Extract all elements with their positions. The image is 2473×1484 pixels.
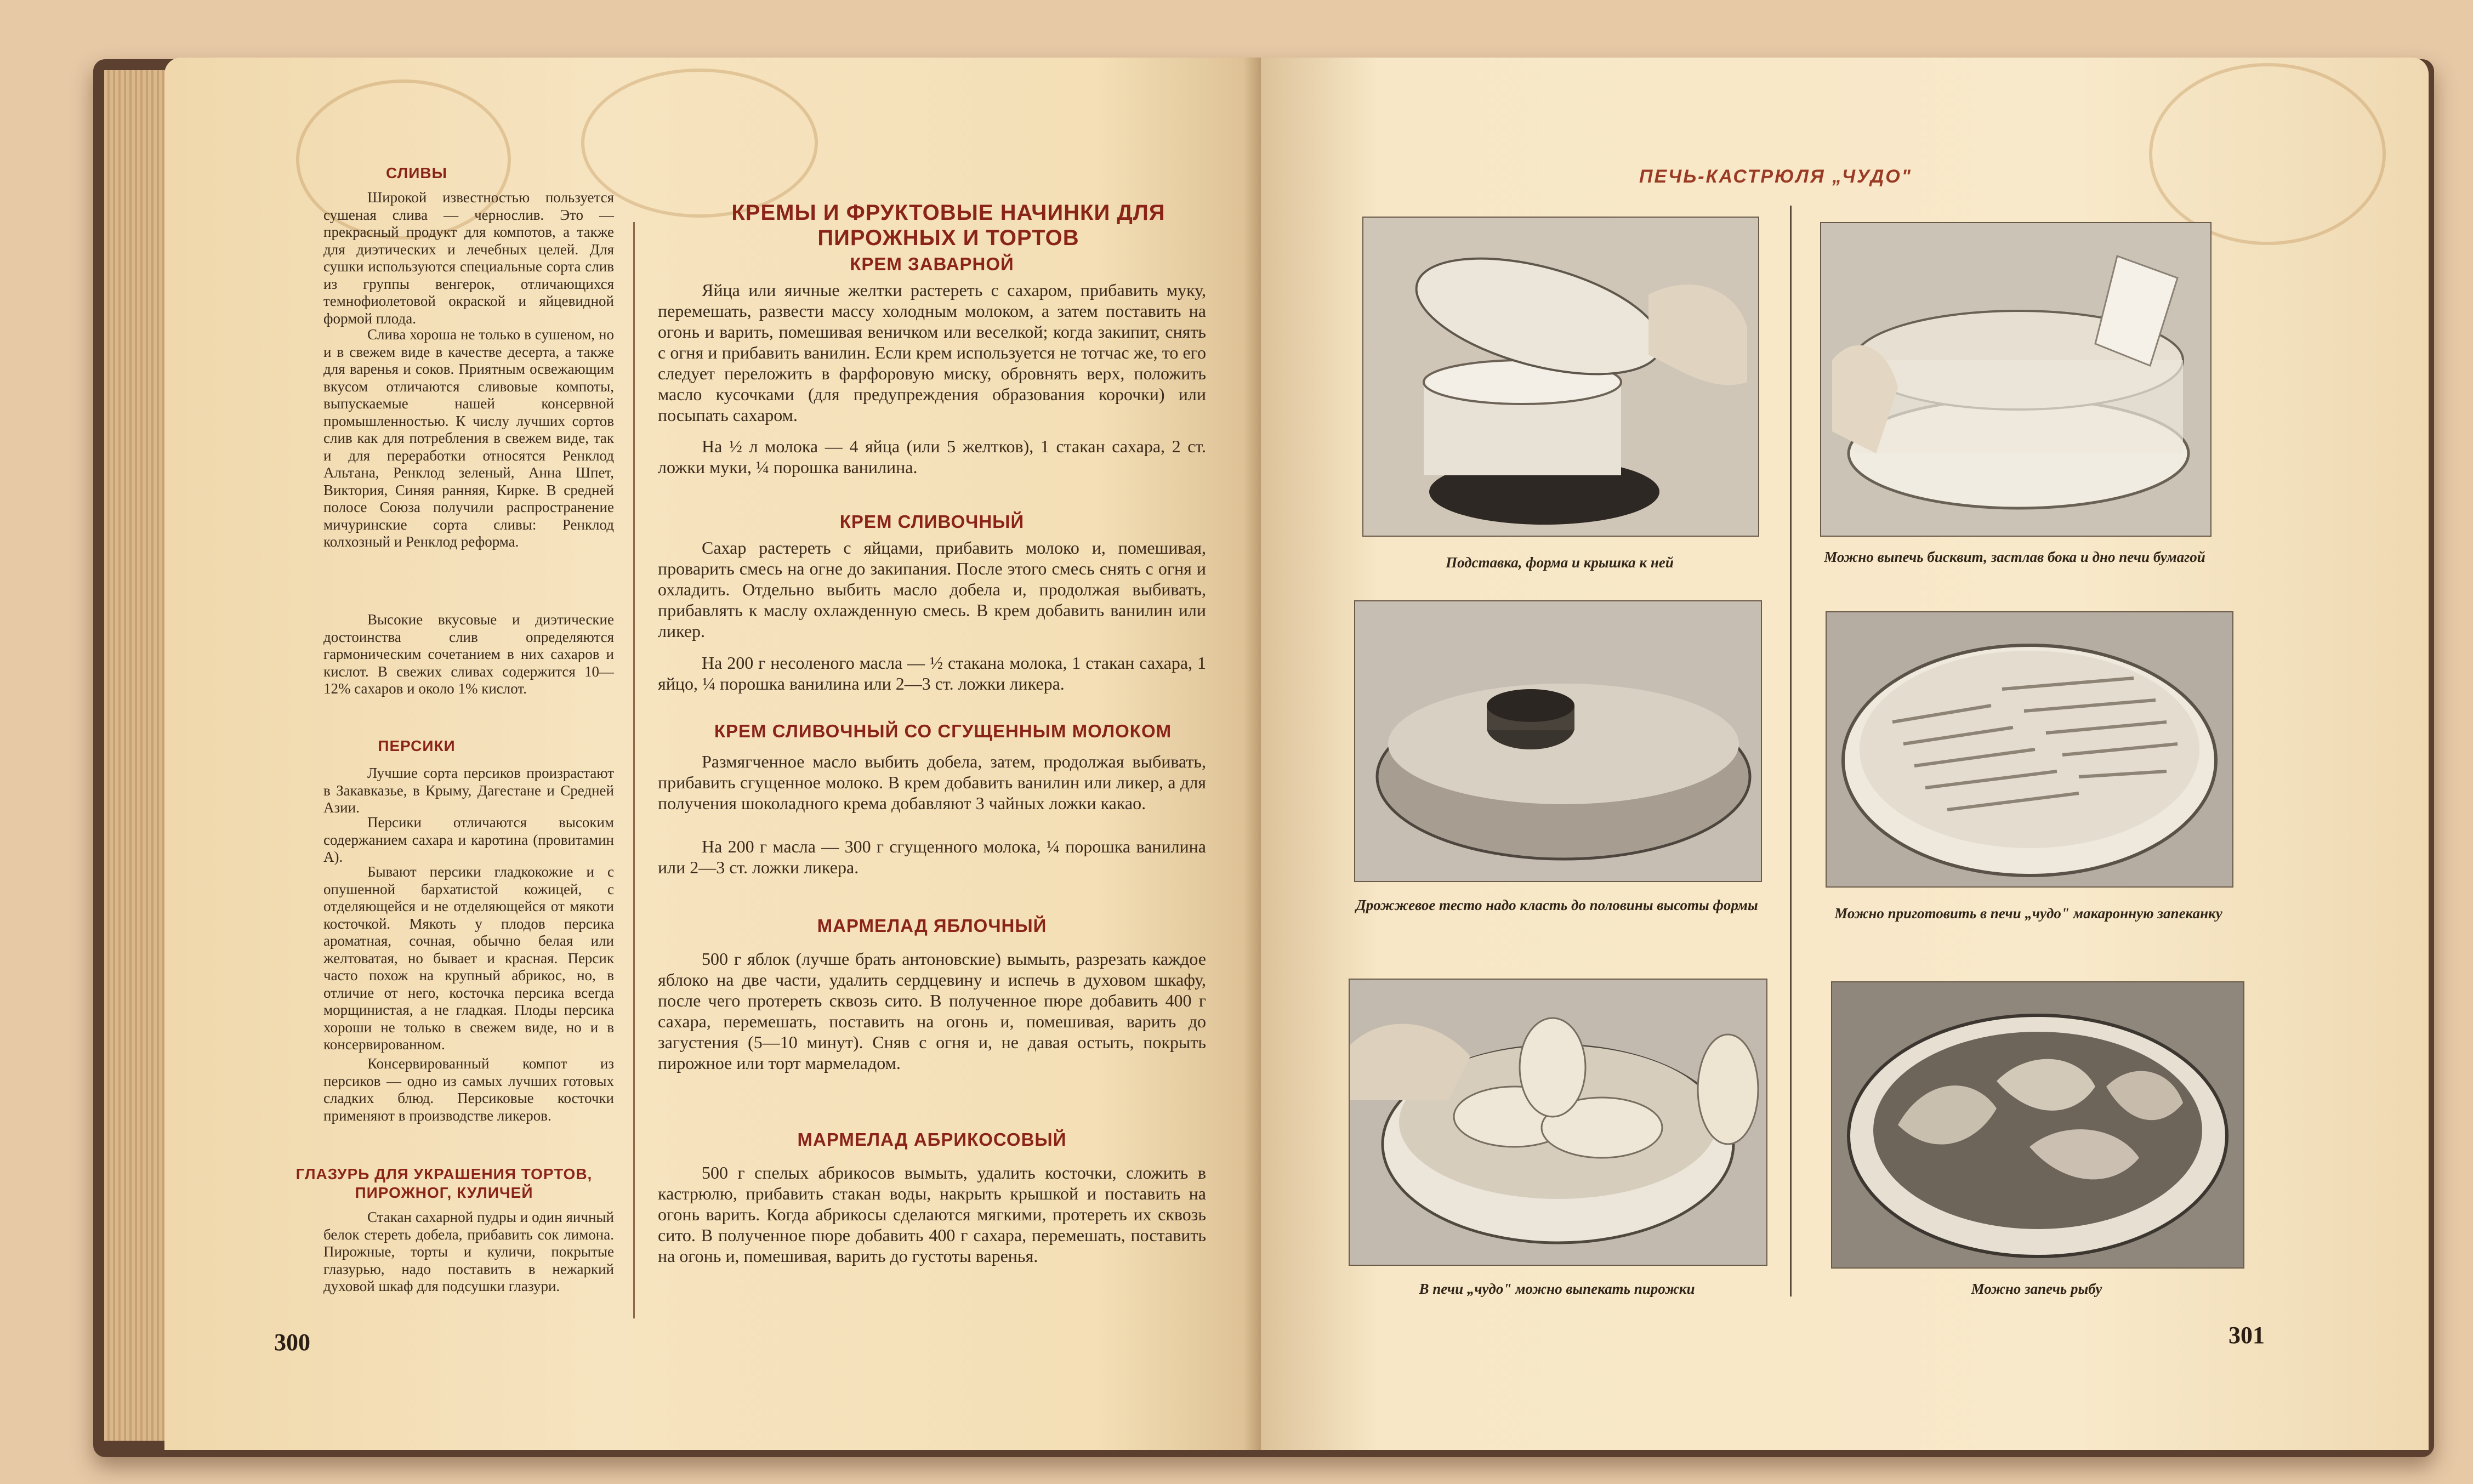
paragraph: Лучшие сорта персиков произрастают в Закавказье, в Крыму, Дагестане и Средней Азии. [323, 765, 614, 816]
paragraph: Стакан сахарной пудры и один яичный белок стереть добела, прибавить сок лимона. Пирожные, торты и куличи, покрытые глазурью, надо поставить в нежаркий духовой шкаф для подсушки глазури. [323, 1209, 614, 1294]
paragraph: На 200 г масла — 300 г сгущенного молока, ¼ порошка ванилина или 2—3 ст. ложки ликера. [658, 837, 1206, 877]
paragraph: Консервированный компот из персиков — одно из самых лучших готовых сладких блюд. Персиковые косточки применяют в производстве ликеров. [323, 1055, 614, 1124]
water-stain [581, 69, 818, 218]
photo-baked-fish [1831, 981, 2244, 1269]
heading-plums: СЛИВЫ [386, 164, 447, 181]
caption: Можно выпечь бисквит, застлав бока и дно печи бумагой [1824, 549, 2205, 565]
paragraph: Размягченное масло выбить добела, затем, продолжая выбивать, прибавить сгущенное молоко. В крем добавить ванилин или ликер, а для получения шоколадного крема добавляют 3 чайных ложки какао. [658, 752, 1206, 813]
chapter-title: КРЕМЫ И ФРУКТОВЫЕ НАЧИНКИ ДЛЯ ПИРОЖНЫХ И ТОРТОВ [731, 201, 1166, 250]
paragraph: Слива хороша не только в сушеном, но и в свежем виде в качестве десерта, а также для варенья и соков. Приятным освежающим вкусом отличаются сливовые компоты, выпускаемые нашей консервной промышленностью. К числу лучших сортов слив как для потребления в свежем виде, так и для переработки относятся Ренклод Альтана, Ренклод зеленый, Анна Шпет, Виктория, Синяя ранняя, Кирке. В средней полосе Союза получили распространение мичуринские сорта сливы: Ренклод колхозный и Ренклод реформа. [323, 326, 614, 550]
column-rule [1790, 206, 1792, 1297]
caption: Можно приготовить в печи „чудо" макаронную запеканку [1834, 905, 2222, 922]
paragraph: Сахар растереть с яйцами, прибавить молоко и, помешивая, проварить смесь на огне до закипания. После этого смесь снять с огня и охладить. Отдельно выбить масло добела и, продолжая выбивать, прибавлять к маслу охлажденную смесь. В крем добавить ванилин или ликер. [658, 538, 1206, 641]
heading-glaze: ГЛАЗУРЬ ДЛЯ УКРАШЕНИЯ ТОРТОВ, ПИРОЖНОГ, КУЛИЧЕЙ [295, 1165, 593, 1201]
page-number-301: 301 [2228, 1322, 2265, 1349]
caption: В печи „чудо" можно выпекать пирожки [1419, 1281, 1695, 1297]
right-page [1261, 58, 2429, 1450]
column-rule [633, 222, 635, 1318]
paragraph: Персики отличаются высоким содержанием сахара и каротина (провитамин А). [323, 814, 614, 865]
paragraph: Высокие вкусовые и диэтические достоинства слив определяются гармоническим сочетанием в них сахаров и кислот. В свежих сливах содержится 10—12% сахаров и около 1% кислот. [323, 611, 614, 697]
photo-ring-pan-dough [1354, 600, 1762, 882]
caption: Дрожжевое тесто надо класть до половины высоты формы [1356, 897, 1758, 913]
paragraph: На ½ л молока — 4 яйца (или 5 желтков), 1 стакан сахара, 2 ст. ложки муки, ¼ порошка ванилина. [658, 436, 1206, 477]
heading-buttercream-condensed: КРЕМ СЛИВОЧНЫЙ СО СГУЩЕННЫМ МОЛОКОМ [714, 721, 1172, 741]
running-head: ПЕЧЬ-КАСТРЮЛЯ „ЧУДО" [1639, 166, 1912, 187]
heading-peaches: ПЕРСИКИ [378, 737, 456, 754]
paragraph: На 200 г несоленого масла — ½ стакана молока, 1 стакан сахара, 1 яйцо, ¼ порошка ванилина или 2—3 ст. ложки ликера. [658, 653, 1206, 693]
heading-apple-marmalade: МАРМЕЛАД ЯБЛОЧНЫЙ [817, 916, 1047, 936]
photo-pan-with-lid [1362, 217, 1759, 537]
heading-custard: КРЕМ ЗАВАРНОЙ [850, 254, 1014, 274]
caption: Можно запечь рыбу [1971, 1281, 2102, 1297]
photo-pirozhki [1349, 979, 1767, 1266]
water-stain [2149, 63, 2386, 245]
left-page [164, 58, 1261, 1450]
paragraph: Бывают персики гладкокожие и с опушенной бархатистой кожицей, с отделяющейся и не отделяющейся от мякоти косточкой. Мякоть у плодов персика ароматная, сочная, обычно белая или желтоватая, но бывает и красная. Персик часто похож на крупный абрикос, но, в отличие от него, косточка персика всегда морщинистая, а не гладкая. Плоды персика хороши не только в свежем виде, но и в консервированном. [323, 863, 614, 1053]
paragraph: 500 г яблок (лучше брать антоновские) вымыть, разрезать каждое яблоко на две части, удалить сердцевину и испечь в духовом шкафу, после чего протереть сквозь сито. В полученное пюре добавить 400 г сахара, перемешать, поставить на огонь и, помешивая, варить до загустения (5—10 минут). Сняв с огня и, не давая остыть, покрыть пирожное или торт мармеладом. [658, 949, 1206, 1073]
caption: Подставка, форма и крышка к ней [1446, 554, 1674, 571]
paragraph: Яйца или яичные желтки растереть с сахаром, прибавить муку, перемешать, развести массу холодным молоком, а затем поставить на огонь и варить, помешивая веничком или веселкой; когда закипит, снять с огня и прибавить ванилин. Если крем используется не тотчас же, то его следует переложить в фарфоровую миску, обровнять верх, положить масло кусочками (для предупреждения образования корочки) или посыпать сахаром. [658, 280, 1206, 425]
page-number-300: 300 [274, 1329, 310, 1356]
heading-apricot-marmalade: МАРМЕЛАД АБРИКОСОВЫЙ [797, 1129, 1067, 1150]
photo-pasta-casserole [1826, 611, 2233, 888]
heading-buttercream: КРЕМ СЛИВОЧНЫЙ [839, 511, 1025, 532]
paragraph: 500 г спелых абрикосов вымыть, удалить косточки, сложить в кастрюлю, прибавить стакан воды, накрыть крышкой и поставить на огонь варить. Когда абрикосы сделаются мягкими, протереть их сквозь сито. В полученное пюре добавить 400 г сахара, перемешать, поставить на огонь и, помешивая, варить до густоты варенья. [658, 1163, 1206, 1266]
paragraph: Широкой известностью пользуется сушеная слива — чернослив. Это — прекрасный продукт для компотов, а также для диэтических и лечебных целей. Для сушки используются специальные сорта слив из группы венгерок, отличающихся темнофиолетовой окраской и яйцевидной формой плода. [323, 189, 614, 327]
photo-paper-lined-pan [1820, 222, 2212, 537]
